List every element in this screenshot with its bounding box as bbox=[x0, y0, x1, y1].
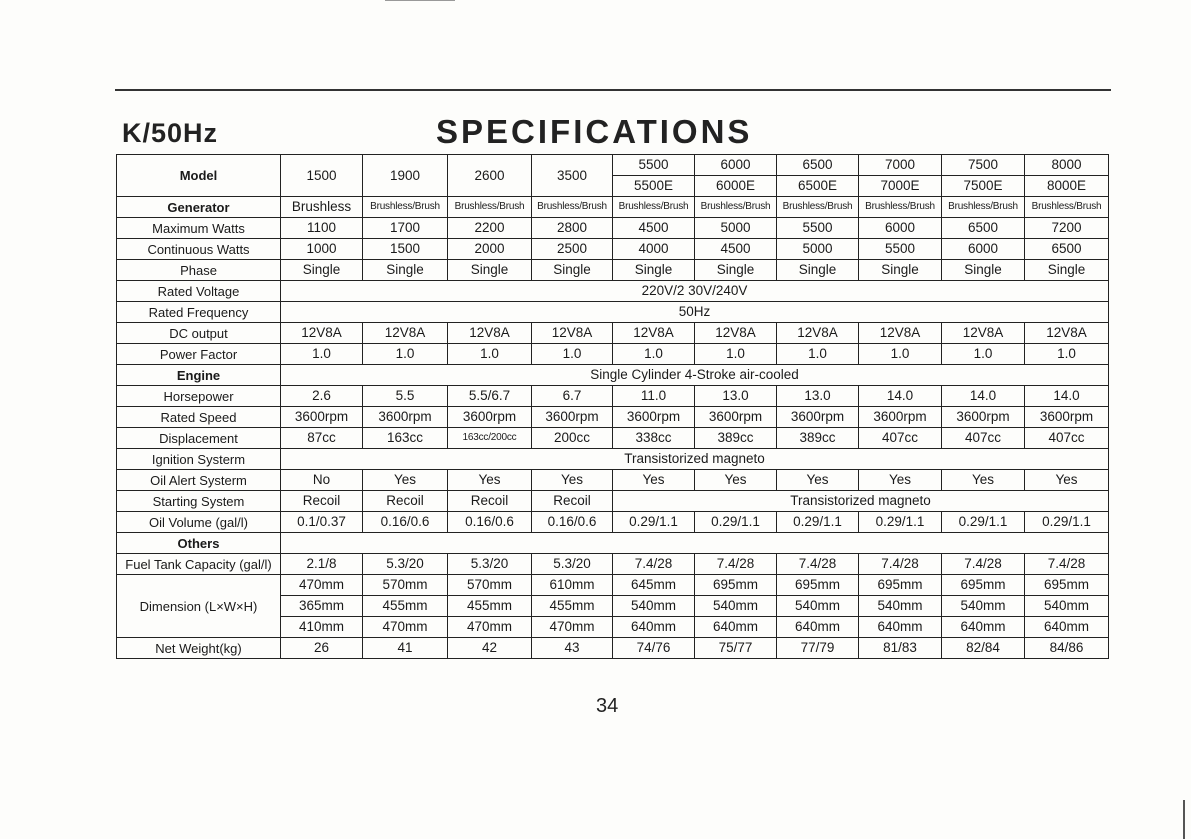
value-cell: 43 bbox=[532, 638, 613, 659]
value-cell: 470mm bbox=[448, 617, 532, 638]
value-cell: 365mm bbox=[281, 596, 363, 617]
value-cell: Brushless/Brush bbox=[777, 197, 859, 218]
value-cell: 3600rpm bbox=[532, 407, 613, 428]
value-cell: 75/77 bbox=[695, 638, 777, 659]
value-cell: Single bbox=[448, 260, 532, 281]
row-label: Generator bbox=[117, 197, 281, 218]
value-cell: 12V8A bbox=[281, 323, 363, 344]
value-cell: 2500 bbox=[532, 239, 613, 260]
value-cell: Brushless/Brush bbox=[613, 197, 695, 218]
value-cell: 1.0 bbox=[532, 344, 613, 365]
row-max_watts bbox=[117, 218, 1109, 239]
value-cell: 12V8A bbox=[1025, 323, 1109, 344]
value-cell: 11.0 bbox=[613, 386, 695, 407]
value-cell: 5.3/20 bbox=[448, 554, 532, 575]
value-cell: 7.4/28 bbox=[695, 554, 777, 575]
value-cell: 1.0 bbox=[942, 344, 1025, 365]
value-cell: Single bbox=[777, 260, 859, 281]
value-cell: 540mm bbox=[613, 596, 695, 617]
model-cell: 8000 bbox=[1025, 155, 1109, 176]
value-cell: Recoil bbox=[281, 491, 363, 512]
row-label: Engine bbox=[117, 365, 281, 386]
value-cell: 4000 bbox=[613, 239, 695, 260]
value-cell: 540mm bbox=[942, 596, 1025, 617]
value-cell: 12V8A bbox=[859, 323, 942, 344]
value-cell: 407cc bbox=[859, 428, 942, 449]
top-rule bbox=[115, 89, 1111, 91]
value-cell: Single bbox=[1025, 260, 1109, 281]
value-cell: 6500 bbox=[1025, 239, 1109, 260]
value-cell: 0.29/1.1 bbox=[1025, 512, 1109, 533]
value-cell: 640mm bbox=[777, 617, 859, 638]
model-cell: 5500E bbox=[613, 176, 695, 197]
value-cell: 84/86 bbox=[1025, 638, 1109, 659]
model-cell: 6500 bbox=[777, 155, 859, 176]
model-cell: 7500E bbox=[942, 176, 1025, 197]
value-cell: 695mm bbox=[859, 575, 942, 596]
value-cell: 695mm bbox=[695, 575, 777, 596]
value-cell: 410mm bbox=[281, 617, 363, 638]
value-cell: 540mm bbox=[1025, 596, 1109, 617]
value-cell: 640mm bbox=[1025, 617, 1109, 638]
value-cell: 5500 bbox=[777, 218, 859, 239]
row-others bbox=[117, 533, 1109, 554]
value-cell: 455mm bbox=[448, 596, 532, 617]
value-cell: 0.16/0.6 bbox=[532, 512, 613, 533]
value-cell: 1.0 bbox=[448, 344, 532, 365]
value-cell: Recoil bbox=[532, 491, 613, 512]
row-label: Starting System bbox=[117, 491, 281, 512]
value-cell: 470mm bbox=[532, 617, 613, 638]
value-cell: 7.4/28 bbox=[777, 554, 859, 575]
model-cell: 6000 bbox=[695, 155, 777, 176]
value-cell: 81/83 bbox=[859, 638, 942, 659]
value-cell: 3600rpm bbox=[448, 407, 532, 428]
value-cell: 163cc bbox=[363, 428, 448, 449]
value-cell: 7.4/28 bbox=[613, 554, 695, 575]
value-cell: Brushless/Brush bbox=[363, 197, 448, 218]
value-cell: Yes bbox=[532, 470, 613, 491]
row-label: Oil Volume (gal/l) bbox=[117, 512, 281, 533]
row-fuel_tank bbox=[117, 554, 1109, 575]
value-cell: 0.1/0.37 bbox=[281, 512, 363, 533]
value-cell: Brushless/Brush bbox=[448, 197, 532, 218]
value-cell: 1000 bbox=[281, 239, 363, 260]
value-cell: 1.0 bbox=[695, 344, 777, 365]
model-cell: 7500 bbox=[942, 155, 1025, 176]
empty-cell bbox=[281, 533, 1109, 554]
page-title: SPECIFICATIONS bbox=[436, 113, 753, 150]
value-cell: 12V8A bbox=[777, 323, 859, 344]
model-row-top bbox=[117, 155, 1109, 176]
merged-value-cell: Single Cylinder 4-Stroke air-cooled bbox=[281, 365, 1109, 386]
value-cell: 540mm bbox=[777, 596, 859, 617]
row-label: Power Factor bbox=[117, 344, 281, 365]
row-ignition bbox=[117, 449, 1109, 470]
row-label: Rated Frequency bbox=[117, 302, 281, 323]
row-label: DC output bbox=[117, 323, 281, 344]
value-cell: 338cc bbox=[613, 428, 695, 449]
value-cell: 640mm bbox=[613, 617, 695, 638]
value-cell: 200cc bbox=[532, 428, 613, 449]
value-cell: 5.5/6.7 bbox=[448, 386, 532, 407]
value-cell: 1700 bbox=[363, 218, 448, 239]
row-label: Dimension (L×W×H) bbox=[117, 575, 281, 638]
value-cell: 0.16/0.6 bbox=[363, 512, 448, 533]
value-cell: Brushless bbox=[281, 197, 363, 218]
row-cont_watts bbox=[117, 239, 1109, 260]
value-cell: 12V8A bbox=[532, 323, 613, 344]
model-cell: 5500 bbox=[613, 155, 695, 176]
row-label: Rated Speed bbox=[117, 407, 281, 428]
value-cell: 42 bbox=[448, 638, 532, 659]
value-cell: 77/79 bbox=[777, 638, 859, 659]
row-starting bbox=[117, 491, 1109, 512]
value-cell: 3600rpm bbox=[695, 407, 777, 428]
frequency-heading: K/50Hz bbox=[122, 118, 219, 148]
value-cell: 14.0 bbox=[1025, 386, 1109, 407]
value-cell: 3600rpm bbox=[613, 407, 695, 428]
model-cell: 6000E bbox=[695, 176, 777, 197]
value-cell: 14.0 bbox=[942, 386, 1025, 407]
value-cell: 1100 bbox=[281, 218, 363, 239]
row-dc_output bbox=[117, 323, 1109, 344]
value-cell: 1500 bbox=[363, 239, 448, 260]
value-cell: Single bbox=[281, 260, 363, 281]
value-cell: 6500 bbox=[942, 218, 1025, 239]
row-label: Continuous Watts bbox=[117, 239, 281, 260]
value-cell: 2.1/8 bbox=[281, 554, 363, 575]
model-cell: 7000E bbox=[859, 176, 942, 197]
value-cell: Brushless/Brush bbox=[695, 197, 777, 218]
row-rated_frequency bbox=[117, 302, 1109, 323]
value-cell: 6000 bbox=[942, 239, 1025, 260]
value-cell: 570mm bbox=[363, 575, 448, 596]
value-cell: Yes bbox=[448, 470, 532, 491]
top-mark bbox=[385, 0, 455, 1]
value-cell: 0.29/1.1 bbox=[942, 512, 1025, 533]
value-cell: 5000 bbox=[695, 218, 777, 239]
value-cell: 695mm bbox=[942, 575, 1025, 596]
row-power_factor bbox=[117, 344, 1109, 365]
model-cell: 2600 bbox=[448, 155, 532, 197]
value-cell: 13.0 bbox=[777, 386, 859, 407]
value-cell: 640mm bbox=[942, 617, 1025, 638]
value-cell: 0.29/1.1 bbox=[777, 512, 859, 533]
value-cell: 2.6 bbox=[281, 386, 363, 407]
value-cell: 1.0 bbox=[859, 344, 942, 365]
value-cell: 163cc/200cc bbox=[448, 428, 532, 449]
merged-value-cell: 50Hz bbox=[281, 302, 1109, 323]
row-label: Oil Alert Systerm bbox=[117, 470, 281, 491]
value-cell: 3600rpm bbox=[942, 407, 1025, 428]
value-cell: 7.4/28 bbox=[859, 554, 942, 575]
value-cell: 645mm bbox=[613, 575, 695, 596]
value-cell: 3600rpm bbox=[363, 407, 448, 428]
merged-value-cell: Transistorized magneto bbox=[613, 491, 1109, 512]
value-cell: 470mm bbox=[363, 617, 448, 638]
row-net_weight bbox=[117, 638, 1109, 659]
page-number: 34 bbox=[596, 695, 619, 717]
model-cell: 7000 bbox=[859, 155, 942, 176]
value-cell: 5000 bbox=[777, 239, 859, 260]
value-cell: 3600rpm bbox=[1025, 407, 1109, 428]
value-cell: 41 bbox=[363, 638, 448, 659]
row-label: Displacement bbox=[117, 428, 281, 449]
value-cell: 1.0 bbox=[777, 344, 859, 365]
row-dimension-length bbox=[117, 575, 1109, 596]
value-cell: Brushless/Brush bbox=[859, 197, 942, 218]
value-cell: 5500 bbox=[859, 239, 942, 260]
value-cell: 26 bbox=[281, 638, 363, 659]
row-displacement bbox=[117, 428, 1109, 449]
value-cell: Single bbox=[859, 260, 942, 281]
value-cell: 0.29/1.1 bbox=[859, 512, 942, 533]
value-cell: 5.5 bbox=[363, 386, 448, 407]
value-cell: 640mm bbox=[695, 617, 777, 638]
value-cell: Yes bbox=[859, 470, 942, 491]
row-label: Phase bbox=[117, 260, 281, 281]
value-cell: 12V8A bbox=[363, 323, 448, 344]
value-cell: 0.29/1.1 bbox=[695, 512, 777, 533]
value-cell: 3600rpm bbox=[777, 407, 859, 428]
value-cell: 74/76 bbox=[613, 638, 695, 659]
value-cell: Single bbox=[613, 260, 695, 281]
value-cell: 1.0 bbox=[613, 344, 695, 365]
value-cell: 1.0 bbox=[281, 344, 363, 365]
value-cell: 14.0 bbox=[859, 386, 942, 407]
value-cell: Recoil bbox=[448, 491, 532, 512]
specifications-table bbox=[116, 154, 1109, 659]
value-cell: 1.0 bbox=[1025, 344, 1109, 365]
value-cell: 5.3/20 bbox=[363, 554, 448, 575]
row-rated_speed bbox=[117, 407, 1109, 428]
model-cell: 1900 bbox=[363, 155, 448, 197]
value-cell: Single bbox=[532, 260, 613, 281]
value-cell: 2000 bbox=[448, 239, 532, 260]
value-cell: 1.0 bbox=[363, 344, 448, 365]
value-cell: Single bbox=[695, 260, 777, 281]
value-cell: Yes bbox=[363, 470, 448, 491]
value-cell: Yes bbox=[613, 470, 695, 491]
value-cell: 6.7 bbox=[532, 386, 613, 407]
merged-value-cell: 220V/2 30V/240V bbox=[281, 281, 1109, 302]
value-cell: 2200 bbox=[448, 218, 532, 239]
value-cell: 12V8A bbox=[695, 323, 777, 344]
value-cell: 5.3/20 bbox=[532, 554, 613, 575]
value-cell: 2800 bbox=[532, 218, 613, 239]
value-cell: 13.0 bbox=[695, 386, 777, 407]
page-edge-mark bbox=[1183, 800, 1185, 839]
value-cell: 455mm bbox=[363, 596, 448, 617]
model-cell: 1500 bbox=[281, 155, 363, 197]
row-label: Others bbox=[117, 533, 281, 554]
value-cell: 695mm bbox=[1025, 575, 1109, 596]
row-oil_alert bbox=[117, 470, 1109, 491]
value-cell: 12V8A bbox=[448, 323, 532, 344]
model-cell: 3500 bbox=[532, 155, 613, 197]
value-cell: 540mm bbox=[695, 596, 777, 617]
merged-value-cell: Transistorized magneto bbox=[281, 449, 1109, 470]
value-cell: Single bbox=[363, 260, 448, 281]
value-cell: Recoil bbox=[363, 491, 448, 512]
value-cell: 4500 bbox=[613, 218, 695, 239]
value-cell: 6000 bbox=[859, 218, 942, 239]
value-cell: 82/84 bbox=[942, 638, 1025, 659]
value-cell: 3600rpm bbox=[859, 407, 942, 428]
value-cell: Brushless/Brush bbox=[532, 197, 613, 218]
value-cell: 0.29/1.1 bbox=[613, 512, 695, 533]
row-engine bbox=[117, 365, 1109, 386]
row-oil_volume bbox=[117, 512, 1109, 533]
value-cell: 389cc bbox=[777, 428, 859, 449]
model-cell: 6500E bbox=[777, 176, 859, 197]
value-cell: 3600rpm bbox=[281, 407, 363, 428]
value-cell: Yes bbox=[695, 470, 777, 491]
value-cell: 87cc bbox=[281, 428, 363, 449]
row-label-model: Model bbox=[117, 155, 281, 197]
row-label: Rated Voltage bbox=[117, 281, 281, 302]
row-label: Horsepower bbox=[117, 386, 281, 407]
value-cell: 12V8A bbox=[613, 323, 695, 344]
row-rated_voltage bbox=[117, 281, 1109, 302]
value-cell: Yes bbox=[777, 470, 859, 491]
row-label: Net Weight(kg) bbox=[117, 638, 281, 659]
value-cell: 7200 bbox=[1025, 218, 1109, 239]
value-cell: 389cc bbox=[695, 428, 777, 449]
row-horsepower bbox=[117, 386, 1109, 407]
value-cell: 455mm bbox=[532, 596, 613, 617]
value-cell: Brushless/Brush bbox=[942, 197, 1025, 218]
value-cell: 407cc bbox=[942, 428, 1025, 449]
value-cell: 540mm bbox=[859, 596, 942, 617]
value-cell: 470mm bbox=[281, 575, 363, 596]
value-cell: Single bbox=[942, 260, 1025, 281]
value-cell: 0.16/0.6 bbox=[448, 512, 532, 533]
row-label: Fuel Tank Capacity (gal/l) bbox=[117, 554, 281, 575]
value-cell: 695mm bbox=[777, 575, 859, 596]
value-cell: Yes bbox=[942, 470, 1025, 491]
value-cell: 4500 bbox=[695, 239, 777, 260]
value-cell: Yes bbox=[1025, 470, 1109, 491]
value-cell: No bbox=[281, 470, 363, 491]
value-cell: 640mm bbox=[859, 617, 942, 638]
model-cell: 8000E bbox=[1025, 176, 1109, 197]
value-cell: 407cc bbox=[1025, 428, 1109, 449]
value-cell: 7.4/28 bbox=[1025, 554, 1109, 575]
row-label: Maximum Watts bbox=[117, 218, 281, 239]
value-cell: 7.4/28 bbox=[942, 554, 1025, 575]
value-cell: 610mm bbox=[532, 575, 613, 596]
value-cell: 12V8A bbox=[942, 323, 1025, 344]
row-label: Ignition Systerm bbox=[117, 449, 281, 470]
row-phase bbox=[117, 260, 1109, 281]
row-generator bbox=[117, 197, 1109, 218]
value-cell: Brushless/Brush bbox=[1025, 197, 1109, 218]
value-cell: 570mm bbox=[448, 575, 532, 596]
